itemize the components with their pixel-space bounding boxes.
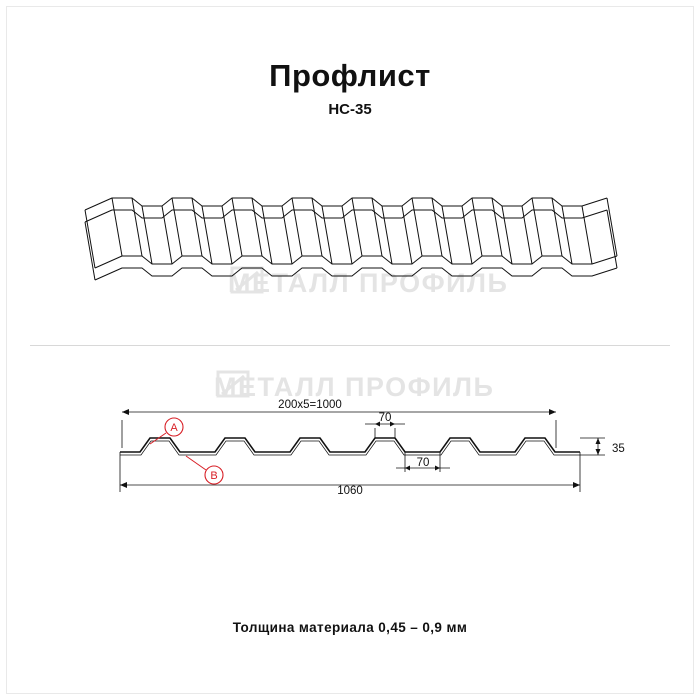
watermark-text-bottom: МЕТАЛЛ ПРОФИЛЬ: [214, 372, 495, 402]
callout-a: [150, 418, 183, 444]
dim-pitch-total: 200x5=1000: [278, 399, 342, 411]
callout-a-label: A: [170, 422, 178, 434]
product-code: НС-35: [328, 101, 372, 118]
dimension-lines: [120, 409, 605, 492]
watermark-text-top: МЕТАЛЛ ПРОФИЛЬ: [228, 268, 509, 298]
section-divider: [30, 345, 670, 346]
dim-rib-bottom: 70: [416, 457, 430, 469]
cross-section-thickness: [120, 441, 580, 455]
watermark-bottom: [214, 372, 494, 402]
cross-section: [120, 438, 580, 452]
page-title: Профлист: [269, 58, 431, 93]
material-thickness-note: Толщина материала 0,45 – 0,9 мм: [232, 620, 468, 635]
callout-b: [186, 456, 223, 484]
callout-b-label: B: [210, 470, 218, 482]
dim-overall-width: 1060: [337, 485, 363, 497]
dim-height: 35: [612, 443, 625, 455]
watermark-top: [228, 268, 508, 298]
dim-rib-top: 70: [378, 412, 392, 424]
